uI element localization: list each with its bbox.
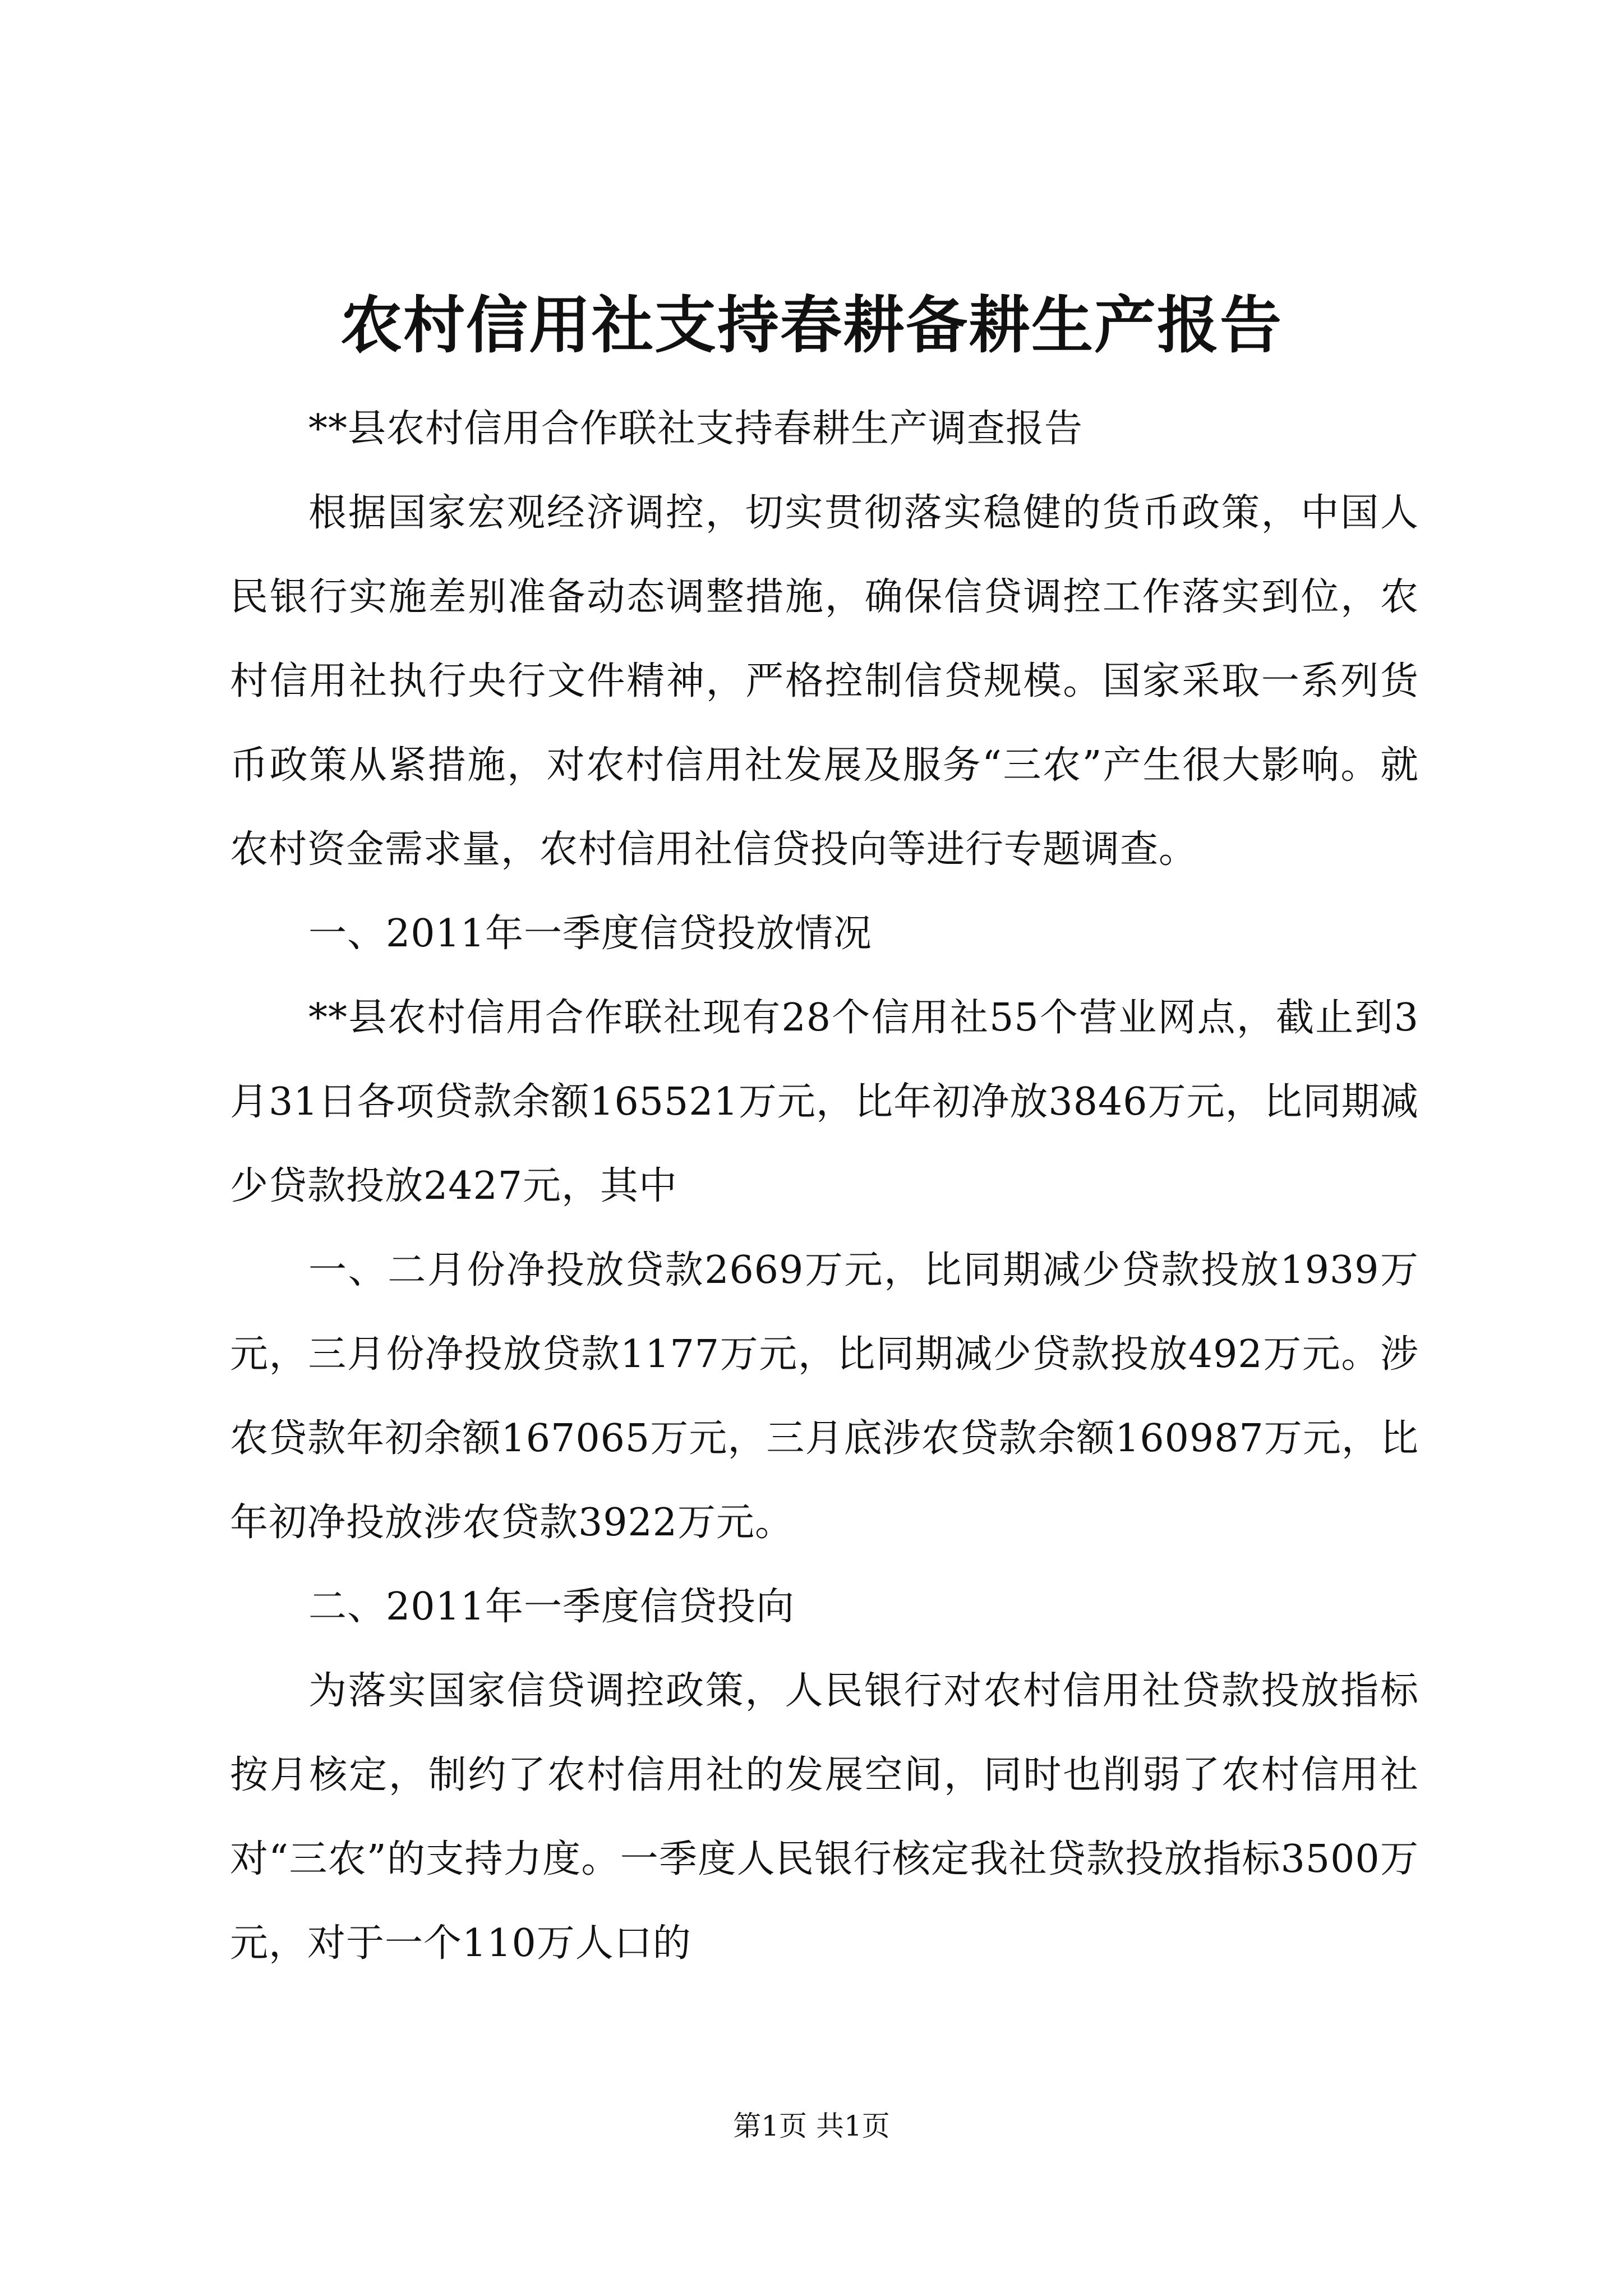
section-heading-1: 一、2011年一季度信贷投放情况 — [308, 912, 873, 956]
report-subtitle: **县农村信用合作联社支持春耕生产调查报告 — [308, 407, 1083, 451]
loan-overview-paragraph: **县农村信用合作联社现有28个信用社55个营业网点，截止到3月31日各项贷款余额165521万元，比年初净放3846万元，比同期减少贷款投放2427元，其中 — [230, 996, 1419, 1208]
page-number-footer: 第1页 共1页 — [733, 2110, 890, 2142]
credit-direction-paragraph: 为落实国家信贷调控政策，人民银行对农村信用社贷款投放指标按月核定，制约了农村信用社的发展空间，同时也削弱了农村信用社对“三农”的支持力度。一季度人民银行核定我社贷款投放指标3500万元，对于一个110万人口的 — [230, 1669, 1419, 1966]
section-heading-2: 二、2011年一季度信贷投向 — [308, 1585, 795, 1629]
document-body — [230, 387, 1419, 1986]
document-title: 农村信用社支持春耕备耕生产报告 — [340, 289, 1283, 361]
intro-paragraph: 根据国家宏观经济调控，切实贯彻落实稳健的货币政策，中国人民银行实施差别准备动态调整措施，确保信贷调控工作落实到位，农村信用社执行央行文件精神，严格控制信贷规模。国家采取一系列货币政策从紧措施，对农村信用社发展及服务“三农”产生很大影响。就农村资金需求量，农村信用社信贷投向等进行专题调查。 — [230, 491, 1419, 872]
monthly-loan-paragraph: 一、二月份净投放贷款2669万元，比同期减少贷款投放1939万元，三月份净投放贷款1177万元，比同期减少贷款投放492万元。涉农贷款年初余额167065万元，三月底涉农贷款余额160987万元，比年初净投放涉农贷款3922万元。 — [230, 1248, 1419, 1545]
